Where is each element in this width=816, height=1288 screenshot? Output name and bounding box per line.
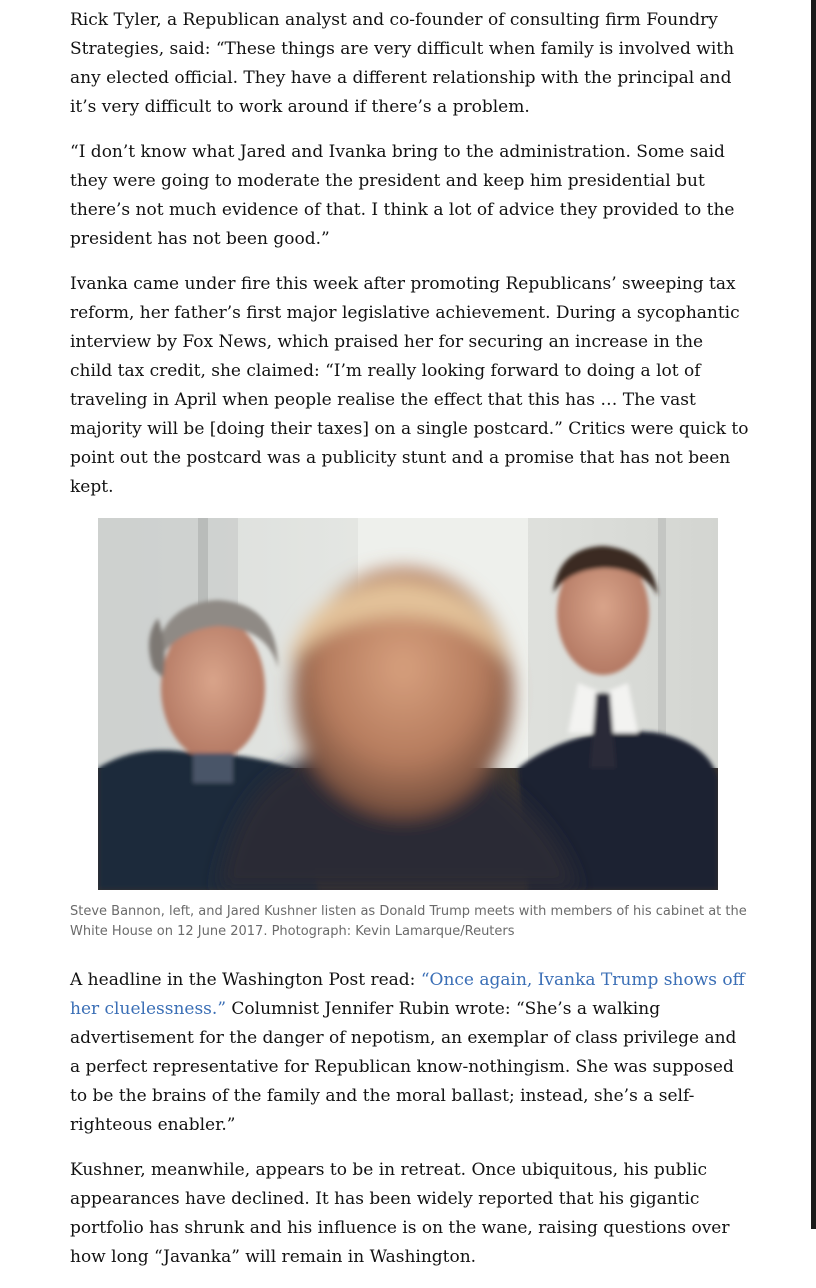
- article-photo: [98, 518, 718, 890]
- article-body: [70, 6, 750, 1288]
- jennifer-rubin-quote: Columnist Jennifer Rubin wrote: “She’s a walking advertisement for the danger of nepotism, an exemplar of class privilege and a perfect representative for Republican know-nothingism. She was supposed to be the brains of the family and the moral ballast; instead, she’s a self-righteous enabler.”: [70, 999, 737, 1135]
- article-figure: [70, 518, 747, 942]
- paragraph-kushner-retreat: Kushner, meanwhile, appears to be in retreat. Once ubiquitous, his public appearances have declined. It has been widely reported that his gigantic portfolio has shrunk and his influence is on the wane, raising questions over how long “Javanka” will remain in Washington.: [70, 1160, 730, 1267]
- window-edge: [811, 0, 816, 1229]
- washington-post-intro: A headline in the Washington Post read:: [70, 970, 421, 990]
- paragraph-jared-ivanka-quote: “I don’t know what Jared and Ivanka bring to the administration. Some said they were going to moderate the president and keep him presidential but there’s not much evidence of that. I think a lot of advice they provided to the president has not been good.”: [70, 142, 735, 249]
- paragraph-tax-reform: Ivanka came under fire this week after promoting Republicans’ sweeping tax reform, her father’s first major legislative achievement. During a sycophantic interview by Fox News, which praised her for securing an increase in the child tax credit, she claimed: “I’m really looking forward to doing a lot of traveling in April when people realise the effect that this has … The vast majority will be [doing their taxes] on a single postcard.” Critics were quick to point out the postcard was a publicity stunt and a promise that has not been kept.: [70, 274, 749, 497]
- photo-caption: Steve Bannon, left, and Jared Kushner listen as Donald Trump meets with members of his cabinet at the White House on 12 June 2017. Photograph: Kevin Lamarque/Reuters: [70, 904, 747, 939]
- washington-post-headline-link[interactable]: “Once again, Ivanka Trump shows off her cluelessness.”: [70, 970, 745, 1019]
- paragraph-rick-tyler-quote: Rick Tyler, a Republican analyst and co-founder of consulting firm Foundry Strategies, said: “These things are very difficult when family is involved with any elected official. They have a different relationship with the principal and it’s very difficult to work around if there’s a problem.: [70, 10, 735, 117]
- photo-illustration: [98, 518, 718, 890]
- paragraph-washington-post: [70, 966, 750, 1140]
